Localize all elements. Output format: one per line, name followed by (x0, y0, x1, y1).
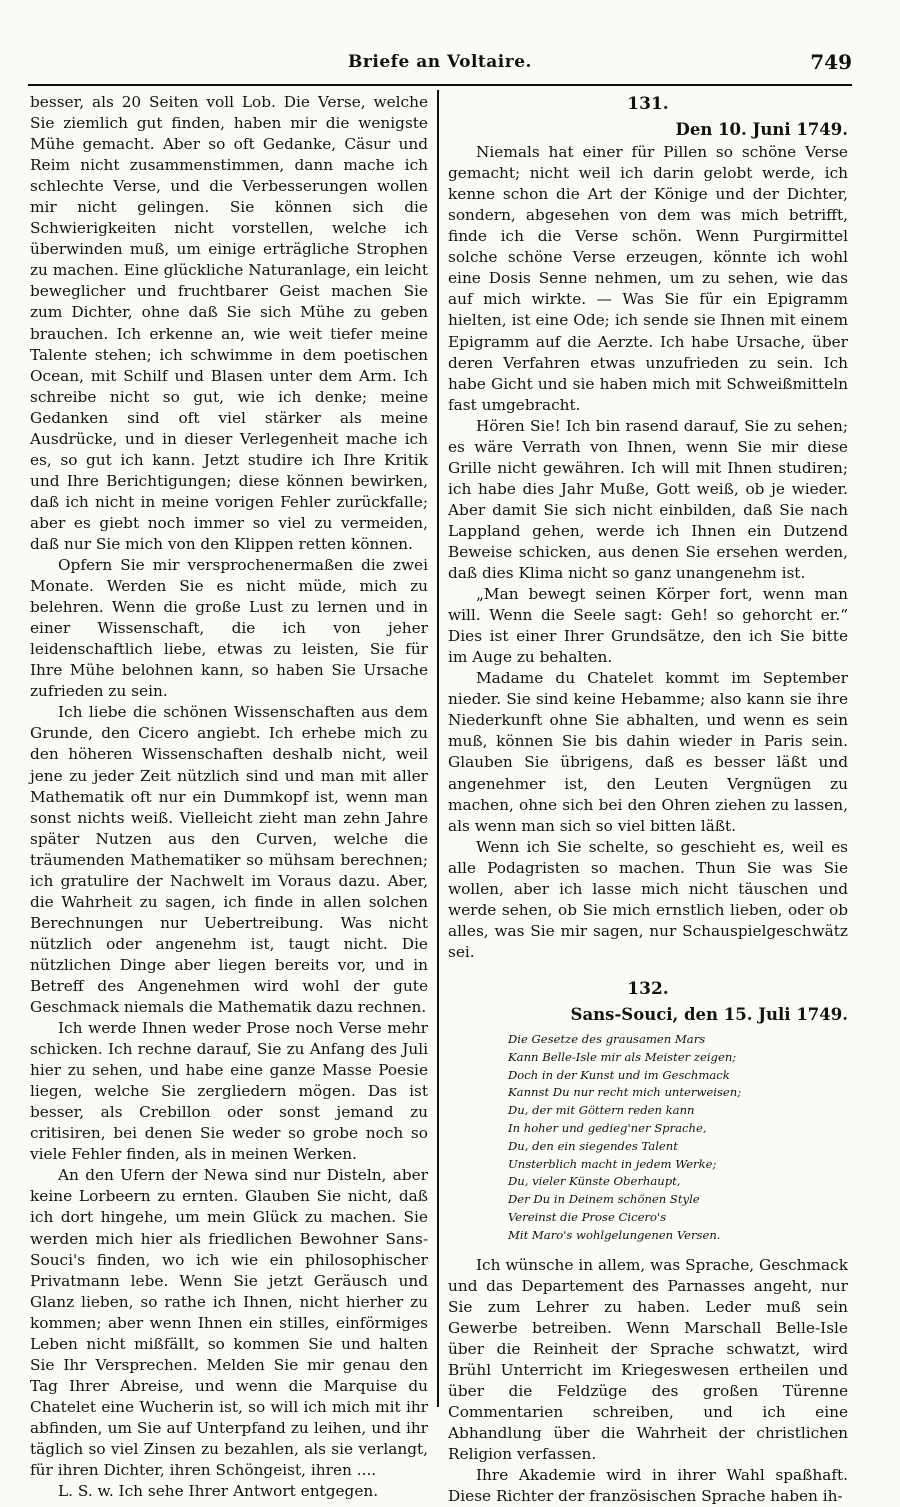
poem-line: Du, vieler Künste Oberhaupt, (508, 1174, 681, 1189)
paragraph: besser, als 20 Seiten voll Lob. Die Verse, welche Sie ziemlich gut finden, haben mir die wenigste Mühe gemacht. Aber so oft Gedanke, Cäsur und Reim nicht zusammenstimmen, dann mache ich schlechte Verse, und die Verbesserungen wollen mir nicht gelingen. Sie können sich die Schwierigkeiten nicht vorstellen, welche ich überwinden muß, um einige erträgliche Strophen zu machen. Eine glückliche Naturanlage, ein leicht beweglicher und fruchtbarer Geist machen Sie zum Dichter, ohne daß Sie sich Mühe zu geben brauchen. Ich erkenne an, wie weit tiefer meine Talente stehen; ich schwimme in dem poetischen Ocean, mit Schilf und Blasen unter dem Arm. Ich schreibe nicht so gut, wie ich denke; meine Gedanken sind oft viel stärker als meine Ausdrücke, und in dieser Verlegenheit mache ich es, so gut ich kann. Jetzt studire ich Ihre Kritik und Ihre Berichtigungen; diese können bewirken, daß ich nicht in meine vorigen Fehler zurückfalle; aber es giebt noch immer so viel zu vermeiden, daß nur Sie mich von den Klippen retten können. (30, 93, 428, 553)
letter-date: Den 10. Juni 1749. (675, 120, 848, 140)
paragraph: „Man bewegt seinen Körper fort, wenn man will. Wenn die Seele sagt: Geh! so gehorcht er.“ Dies ist einer Ihrer Grundsätze, den ich Sie bitte im Auge zu behalten. (448, 585, 848, 667)
letter-number: 131. (627, 94, 669, 114)
section-spacer (448, 963, 848, 977)
poem-line: Du, der mit Göttern reden kann (508, 1103, 695, 1118)
paragraph: An den Ufern der Newa sind nur Disteln, aber keine Lorbeern zu ernten. Glauben Sie nicht, daß ich dort hingehe, um mein Glück zu machen. Sie werden mich hier als friedlichen Bewohner Sans-Souci's finden, wo ich wie ein philosophischer Privatmann lebe. Wenn Sie jetzt Geräusch und Glanz lieben, so rathe ich Ihnen, nicht hierher zu kommen; aber wenn Ihnen ein stilles, einförmiges Leben nicht mißfällt, so kommen Sie und halten Sie Ihr Versprechen. Melden Sie mir genau den Tag Ihrer Abreise, und wenn die Marquise du Chatelet eine Wucherin ist, so will ich mich mit ihr abfinden, um Sie auf Unterpfand zu leihen, und ihr täglich so viel Zinsen zu bezahlen, als sie verlangt, für ihren Dichter, ihren Schöngeist, ihren .... (30, 1166, 428, 1480)
right-column (448, 92, 848, 1506)
poem-line: Der Du in Deinem schönen Style (508, 1192, 700, 1207)
poem-line: Mit Maro's wohlgelungenen Versen. (508, 1227, 721, 1242)
paragraph: Ich liebe die schönen Wissenschaften aus dem Grunde, den Cicero angiebt. Ich erhebe mich zu den höheren Wissenschaften deshalb nicht, weil jene zu jeder Zeit nützlich sind und man mit aller Mathematik oft nur ein Dummkopf ist, wenn man sonst nichts weiß. Vielleicht zieht man zehn Jahre später Nutzen aus den Curven, welche die träumenden Mathematiker so mühsam berechnen; ich gratulire der Nachwelt im Voraus dazu. Aber, die Wahrheit zu sagen, ich finde in allen solchen Berechnungen nur Uebertreibung. Was nicht nützlich oder angenehm ist, taugt nicht. Die nützlichen Dinge aber liegen bereits vor, und in Betreff des Angenehmen wird wohl der gute Geschmack niemals die Mathematik dazu rechnen. (30, 703, 428, 1017)
poem-line: Doch in der Kunst und im Geschmack (508, 1067, 730, 1082)
paragraph: Wenn ich Sie schelte, so geschieht es, weil es alle Podagristen so machen. Thun Sie was Sie wollen, aber ich lasse mich nicht täuschen und werde sehen, ob Sie mich ernstlich lieben, oder ob alles, was Sie mir sagen, nur Schauspielgeschwätz sei. (448, 837, 848, 961)
paragraph: Niemals hat einer für Pillen so schöne Verse gemacht; nicht weil ich darin gelobt werde, ich kenne schon die Art der Könige und der Dichter, sondern, abgesehen von dem was mich betrifft, finde ich die Verse schön. Wenn Purgirmittel solche schöne Verse erzeugen, könnte ich wohl eine Dosis Senne nehmen, um zu sehen, wie das auf mich wirkte. — Was Sie für ein Epigramm hielten, ist eine Ode; ich sende sie Ihnen mit einem Epigramm auf die Aerzte. Ich habe Ursache, über deren Verfahren etwas unzufrieden zu sein. Ich habe Gicht und sie haben mich mit Schweißmitteln fast umgebracht. (448, 143, 848, 414)
paragraph: Ich wünsche in allem, was Sprache, Geschmack und das Departement des Parnasses angeht, nur Sie zum Lehrer zu haben. Leder muß sein Gewerbe betreiben. Wenn Marschall Belle-Isle über die Reinheit der Sprache schwatzt, wird Brühl Unterricht im Kriegeswesen ertheilen und über die Feldzüge des großen Türenne Commentarien schreiben, und ich eine Abhandlung über die Wahrheit der christlichen Religion verfassen. (448, 1255, 848, 1463)
poem-line: Du, den ein siegendes Talent (508, 1138, 678, 1153)
poem-line: Unsterblich macht in jedem Werke; (508, 1156, 717, 1171)
poem (508, 1031, 848, 1245)
poem-line: Kannst Du nur recht mich unterweisen; (508, 1085, 742, 1100)
poem-line: Die Gesetze des grausamen Mars (508, 1032, 706, 1047)
paragraph: Hören Sie! Ich bin rasend darauf, Sie zu sehen; es wäre Verrath von Ihnen, wenn Sie mir diese Grille nicht gewähren. Ich will mit Ihnen studiren; ich habe dies Jahr Muße, Gott weiß, ob je wieder. Aber damit Sie sich nicht einbilden, daß Sie nach Lappland gehen, werde ich Ihnen ein Dutzend Beweise schicken, aus denen Sie ersehen werden, daß dies Klima nicht so ganz unangenehm ist. (448, 416, 848, 583)
paragraph: Ich werde Ihnen weder Prose noch Verse mehr schicken. Ich rechne darauf, Sie zu Anfang des Juli hier zu sehen, und habe eine ganze Masse Poesie liegen, welche Sie zergliedern mögen. Das ist besser, als Crebillon oder sonst jemand zu critisiren, bei denen Sie weder so grobe noch so viele Fehler finden, als in meinen Werken. (30, 1019, 428, 1164)
poem-line: Kann Belle-Isle mir als Meister zeigen; (508, 1049, 737, 1064)
letter-closing: L. S. w. Ich sehe Ihrer Antwort entgegen. (58, 1482, 379, 1501)
left-column (30, 92, 428, 1501)
paragraph: Ihre Akademie wird in ihrer Wahl spaßhaft. Diese Richter der französischen Sprache haben ih- (448, 1466, 848, 1506)
page-number: 749 (810, 50, 852, 74)
paragraph: Madame du Chatelet kommt im September nieder. Sie sind keine Hebamme; also kann sie ihre Niederkunft ohne Sie abhalten, und wenn es sein muß, können Sie bis dahin wieder in Paris sein. Glauben Sie übrigens, daß es besser läßt und angenehmer ist, den Leuten Vergnügen zu machen, ohne sich bei den Ohren ziehen zu lassen, als wenn man sich so viel bitten läßt. (448, 669, 848, 835)
paragraph: Opfern Sie mir versprochenermaßen die zwei Monate. Werden Sie es nicht müde, mich zu belehren. Wenn die große Lust zu lernen und in einer Wissenschaft, die ich von jeher leidenschaftlich liebe, etwas zu leisten, Sie für Ihre Mühe belohnen kann, so haben Sie Ursache zufrieden zu sein. (30, 556, 428, 701)
running-head: Briefe an Voltaire. (348, 52, 532, 72)
page-header (28, 44, 852, 86)
column-divider (437, 90, 439, 1407)
letter-date: Sans-Souci, den 15. Juli 1749. (570, 1004, 848, 1024)
poem-line: In hoher und gedieg'ner Sprache, (508, 1121, 707, 1135)
letter-number: 132. (627, 978, 669, 999)
poem-line: Vereinst die Prose Cicero's (508, 1209, 667, 1224)
